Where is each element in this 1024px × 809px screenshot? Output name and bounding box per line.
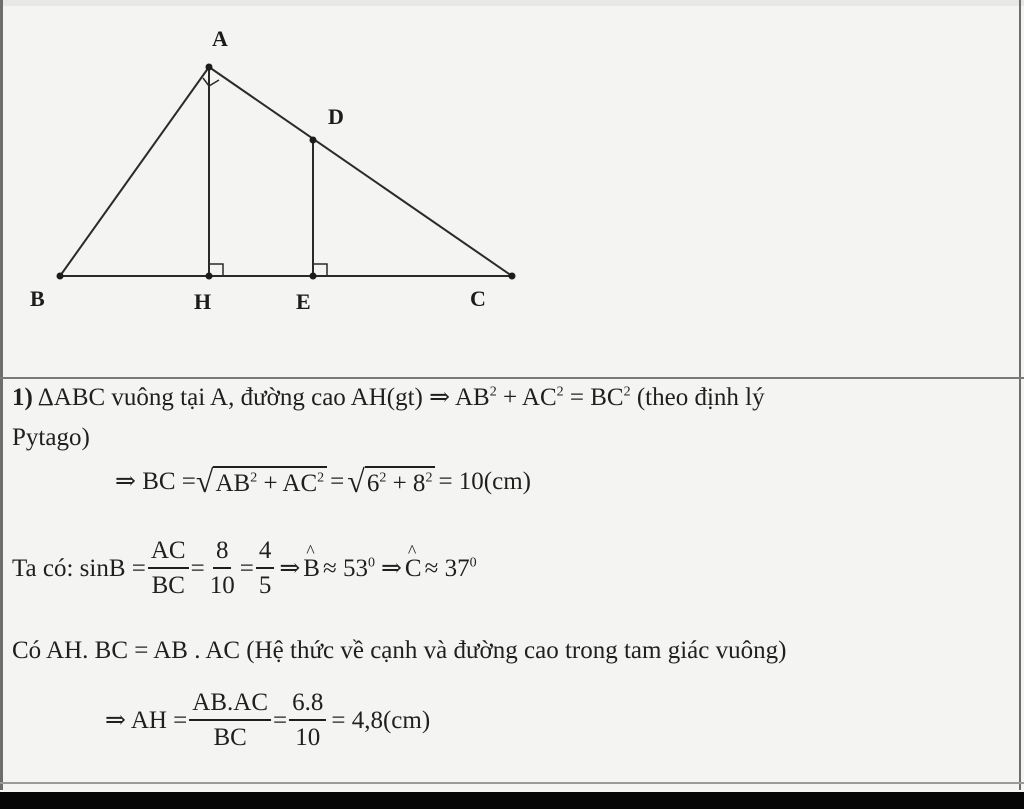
angle-b-value xyxy=(323,556,375,581)
point-a xyxy=(206,64,213,71)
solution-line-1 xyxy=(12,385,765,410)
fraction-8-10 xyxy=(207,538,238,600)
rad2-plus-eight: + 8 xyxy=(386,469,426,497)
line4-eq-1: = xyxy=(190,555,205,583)
degree-mark: 0 xyxy=(367,555,375,571)
line1-note: (theo định lý xyxy=(630,384,765,411)
point-b xyxy=(57,273,64,280)
fraction-denominator: 10 xyxy=(295,724,321,752)
angle-b-approx: ≈ 53 xyxy=(322,555,368,583)
label-a: A xyxy=(212,26,228,51)
line1-eq-bc: = BC xyxy=(563,384,624,411)
line4-implies-2: ⇒ xyxy=(380,555,402,583)
sqrt-expression-1 xyxy=(196,465,327,497)
rad2-six: 6 xyxy=(366,469,380,497)
line4-lead: Ta có: sinB = xyxy=(12,555,146,583)
rad1-sq-a: 2 xyxy=(250,470,258,486)
sqrt-sign-2: √ xyxy=(347,463,365,499)
line4-eq-2: = xyxy=(239,555,254,583)
fraction-numerator: 8 xyxy=(213,538,232,569)
point-e xyxy=(310,273,317,280)
point-h xyxy=(206,273,213,280)
fraction-numerator: AB.AC xyxy=(189,690,271,721)
line3-result: = 10(cm) xyxy=(438,467,531,495)
angle-c: ^ C xyxy=(405,556,422,581)
fraction-abac-bc xyxy=(189,690,271,752)
fraction-denominator: BC xyxy=(213,724,247,752)
photo-bottom-edge xyxy=(0,792,1024,809)
line2-text: Pytago) xyxy=(12,424,90,451)
line1-text: ΔABC vuông tại A, đường cao AH(gt) ⇒ AB xyxy=(37,384,490,411)
item-number: 1) xyxy=(12,384,33,411)
line1-sq-3: 2 xyxy=(623,384,631,400)
label-c: C xyxy=(470,286,486,311)
fraction-numerator: AC xyxy=(148,538,189,569)
rad1-sq-b: 2 xyxy=(317,470,325,486)
fraction-numerator: 6.8 xyxy=(289,690,326,721)
point-d xyxy=(310,137,317,144)
segment-ab xyxy=(60,67,209,276)
solution-line-2 xyxy=(12,425,90,450)
table-right-border xyxy=(1019,0,1021,790)
table-bottom-border xyxy=(0,782,1024,784)
rad2-sq-b: 2 xyxy=(425,470,433,486)
angle-b: ^ B xyxy=(303,556,320,581)
line4-implies-1: ⇒ xyxy=(279,555,301,583)
rad1-plus-ac: + AC xyxy=(257,469,318,497)
line5-text: Có AH. BC = AB . AC (Hệ thức về cạnh và đường cao trong tam giác vuông) xyxy=(12,637,787,664)
fraction-4-5 xyxy=(256,538,275,600)
fraction-68-10 xyxy=(289,690,326,752)
line6-lead: ⇒ AH = xyxy=(105,707,188,735)
angle-c-value xyxy=(425,556,477,581)
sqrt-expression-2 xyxy=(347,465,435,497)
sqrt-body-1 xyxy=(213,466,327,498)
fraction-denominator: 10 xyxy=(209,572,235,600)
sqrt-sign-1: √ xyxy=(195,463,214,499)
sqrt-body-2 xyxy=(365,466,436,498)
solution-line-3 xyxy=(115,465,534,497)
label-e: E xyxy=(296,289,311,314)
line6-eq: = xyxy=(273,707,288,735)
label-h: H xyxy=(194,289,212,314)
line1-sq-2: 2 xyxy=(556,384,564,400)
line3-eq: = xyxy=(330,467,345,495)
rad1-ab: AB xyxy=(215,469,251,497)
label-b: B xyxy=(30,286,45,311)
angle-c-approx: ≈ 37 xyxy=(424,555,470,583)
solution-line-5 xyxy=(12,638,786,663)
fraction-ac-bc xyxy=(148,538,189,600)
label-d: D xyxy=(328,104,344,129)
solution-line-6 xyxy=(105,690,433,752)
segment-ac xyxy=(209,67,512,276)
fraction-denominator: 5 xyxy=(258,572,272,600)
degree-mark: 0 xyxy=(469,555,477,571)
fraction-numerator: 4 xyxy=(256,538,275,569)
line6-result: = 4,8(cm) xyxy=(331,707,431,735)
rad2-sq-a: 2 xyxy=(379,470,387,486)
point-c xyxy=(509,273,516,280)
line1-plus-ac: + AC xyxy=(496,384,557,411)
line1-sq-1: 2 xyxy=(489,384,497,400)
table-row-divider xyxy=(0,377,1024,379)
fraction-denominator: BC xyxy=(151,572,185,600)
triangle-figure xyxy=(0,0,600,330)
right-angle-mark-a xyxy=(203,78,219,86)
line3-lead: ⇒ BC = xyxy=(115,467,196,495)
solution-line-4 xyxy=(12,538,480,600)
